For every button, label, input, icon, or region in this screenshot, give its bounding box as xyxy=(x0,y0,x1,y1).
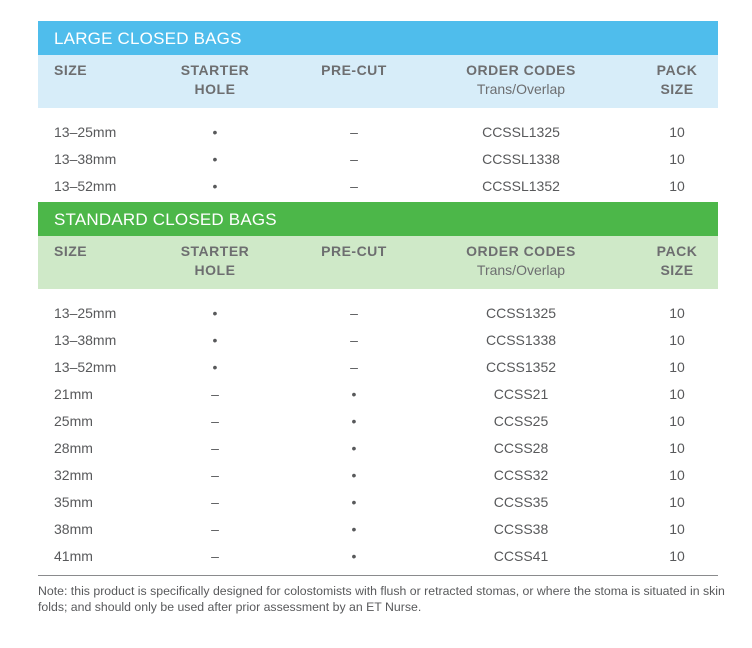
table-row xyxy=(38,326,718,353)
starter-hole-cell: – xyxy=(211,521,219,537)
order-code-cell: CCSS21 xyxy=(493,386,549,402)
pack-size-cell: 10 xyxy=(669,178,685,194)
footnote: Note: this product is specifically designed for colostomists with flush or retracted stomas, or where the stoma is situated in skin folds; and should only be used after prior assessment by an ET Nurse. xyxy=(38,584,725,614)
standard-section-title: STANDARD CLOSED BAGS xyxy=(38,202,718,236)
col-header-order-line2: Trans/Overlap xyxy=(476,81,566,97)
pack-size-cell: 10 xyxy=(669,413,685,429)
pre-cut-cell: – xyxy=(350,178,358,194)
col-header-starter-hole xyxy=(165,242,265,280)
pre-cut-cell: – xyxy=(350,359,358,375)
order-code-cell: CCSS1325 xyxy=(485,305,557,321)
col-header-pack-line2: SIZE xyxy=(660,81,694,97)
table-row xyxy=(38,488,718,515)
table-row xyxy=(38,172,718,199)
starter-hole-cell: • xyxy=(212,124,218,140)
table-row xyxy=(38,353,718,380)
large-section-title: LARGE CLOSED BAGS xyxy=(38,21,718,55)
size-cell: 38mm xyxy=(54,521,93,537)
size-cell: 13–52mm xyxy=(54,178,117,194)
pack-size-cell: 10 xyxy=(669,494,685,510)
pack-size-cell: 10 xyxy=(669,151,685,167)
pre-cut-cell: • xyxy=(351,494,357,510)
size-cell: 21mm xyxy=(54,386,93,402)
order-code-cell: CCSS38 xyxy=(493,521,549,537)
large-table-header xyxy=(38,55,718,108)
col-header-order-line1: ORDER CODES xyxy=(466,243,576,259)
size-cell: 13–38mm xyxy=(54,151,117,167)
large-table-body xyxy=(38,108,718,202)
col-header-pack-size xyxy=(638,61,716,99)
starter-hole-cell: – xyxy=(211,548,219,564)
col-header-pack-line1: PACK xyxy=(656,243,698,259)
pre-cut-cell: • xyxy=(351,467,357,483)
pre-cut-cell: – xyxy=(350,332,358,348)
table-divider xyxy=(38,575,718,576)
starter-hole-cell: – xyxy=(211,440,219,456)
order-code-cell: CCSSL1325 xyxy=(482,124,560,140)
starter-hole-cell: – xyxy=(211,494,219,510)
col-header-order-codes xyxy=(441,242,601,280)
starter-hole-cell: • xyxy=(212,305,218,321)
large-closed-bags-section xyxy=(38,21,718,202)
starter-hole-cell: – xyxy=(211,467,219,483)
col-header-size: SIZE xyxy=(54,243,88,259)
starter-hole-cell: • xyxy=(212,332,218,348)
size-cell: 35mm xyxy=(54,494,93,510)
size-cell: 28mm xyxy=(54,440,93,456)
order-code-cell: CCSS28 xyxy=(493,440,549,456)
pack-size-cell: 10 xyxy=(669,521,685,537)
pre-cut-cell: • xyxy=(351,521,357,537)
standard-table-body xyxy=(38,289,718,572)
pre-cut-cell: • xyxy=(351,548,357,564)
starter-hole-cell: – xyxy=(211,413,219,429)
pre-cut-cell: • xyxy=(351,386,357,402)
col-header-pack-line1: PACK xyxy=(656,62,698,78)
product-tables xyxy=(38,21,718,576)
size-cell: 41mm xyxy=(54,548,93,564)
pack-size-cell: 10 xyxy=(669,548,685,564)
table-row xyxy=(38,407,718,434)
pack-size-cell: 10 xyxy=(669,124,685,140)
col-header-pack-line2: SIZE xyxy=(660,262,694,278)
pre-cut-cell: • xyxy=(351,413,357,429)
order-code-cell: CCSS1352 xyxy=(485,359,557,375)
size-cell: 25mm xyxy=(54,413,93,429)
col-header-order-line1: ORDER CODES xyxy=(466,62,576,78)
col-header-pack-size xyxy=(638,242,716,280)
table-row xyxy=(38,434,718,461)
col-header-pre-cut: PRE-CUT xyxy=(321,62,387,78)
standard-closed-bags-section xyxy=(38,202,718,576)
table-row xyxy=(38,145,718,172)
size-cell: 32mm xyxy=(54,467,93,483)
pre-cut-cell: – xyxy=(350,305,358,321)
col-header-order-codes xyxy=(441,61,601,99)
size-cell: 13–25mm xyxy=(54,305,117,321)
col-header-starter-line2: HOLE xyxy=(194,81,236,97)
size-cell: 13–38mm xyxy=(54,332,117,348)
starter-hole-cell: • xyxy=(212,359,218,375)
size-cell: 13–25mm xyxy=(54,124,117,140)
col-header-starter-line1: STARTER xyxy=(180,243,250,259)
table-row xyxy=(38,542,718,569)
pack-size-cell: 10 xyxy=(669,359,685,375)
standard-table-header xyxy=(38,236,718,289)
table-row xyxy=(38,118,718,145)
order-code-cell: CCSS25 xyxy=(493,413,549,429)
pre-cut-cell: – xyxy=(350,124,358,140)
order-code-cell: CCSSL1338 xyxy=(482,151,560,167)
order-code-cell: CCSSL1352 xyxy=(482,178,560,194)
pre-cut-cell: – xyxy=(350,151,358,167)
starter-hole-cell: – xyxy=(211,386,219,402)
table-row xyxy=(38,515,718,542)
col-header-order-line2: Trans/Overlap xyxy=(476,262,566,278)
pack-size-cell: 10 xyxy=(669,386,685,402)
col-header-pre-cut: PRE-CUT xyxy=(321,243,387,259)
col-header-size: SIZE xyxy=(54,62,88,78)
starter-hole-cell: • xyxy=(212,151,218,167)
table-row xyxy=(38,299,718,326)
order-code-cell: CCSS41 xyxy=(493,548,549,564)
pre-cut-cell: • xyxy=(351,440,357,456)
table-row xyxy=(38,380,718,407)
order-code-cell: CCSS32 xyxy=(493,467,549,483)
order-code-cell: CCSS35 xyxy=(493,494,549,510)
size-cell: 13–52mm xyxy=(54,359,117,375)
table-row xyxy=(38,461,718,488)
pack-size-cell: 10 xyxy=(669,467,685,483)
pack-size-cell: 10 xyxy=(669,332,685,348)
order-code-cell: CCSS1338 xyxy=(485,332,557,348)
pack-size-cell: 10 xyxy=(669,305,685,321)
col-header-starter-line1: STARTER xyxy=(180,62,250,78)
col-header-starter-hole xyxy=(165,61,265,99)
pack-size-cell: 10 xyxy=(669,440,685,456)
starter-hole-cell: • xyxy=(212,178,218,194)
col-header-starter-line2: HOLE xyxy=(194,262,236,278)
